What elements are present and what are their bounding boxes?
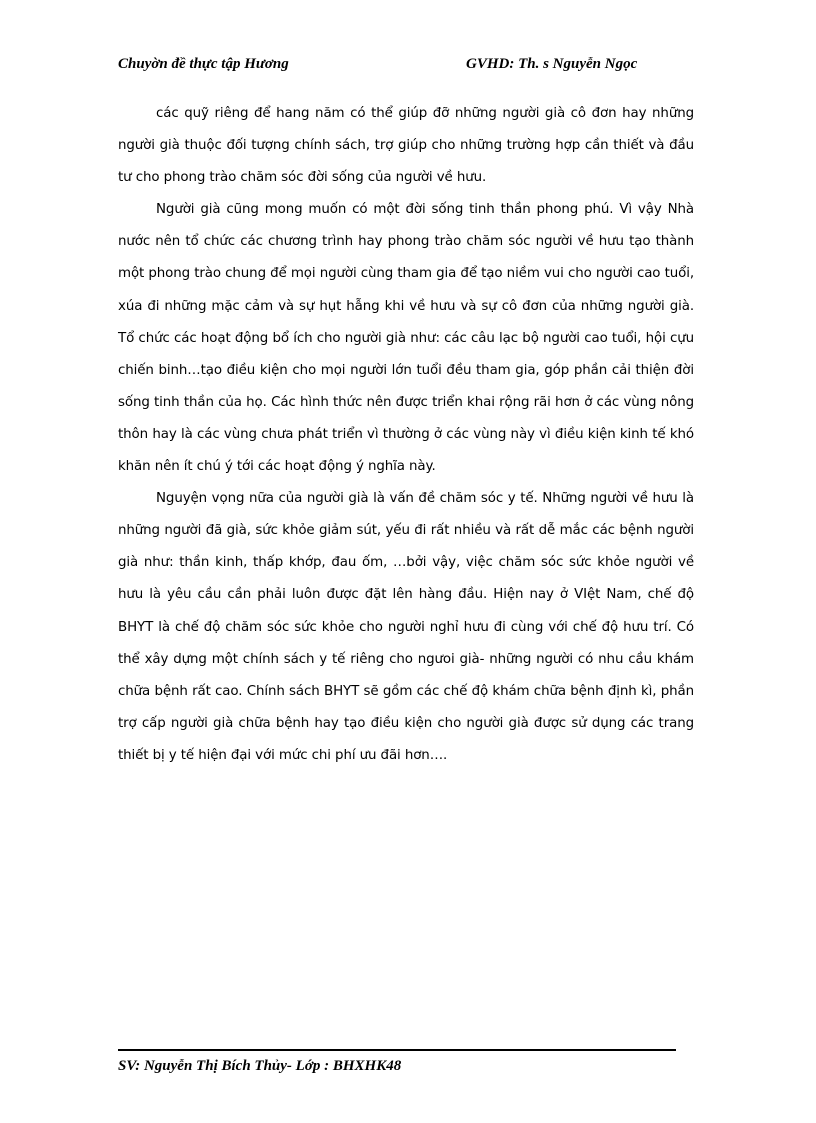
page-footer: SV: Nguyễn Thị Bích Thủy- Lớp : BHXHK48: [118, 1058, 402, 1074]
paragraph-3: Nguyện vọng nữa của người già là vấn đề chăm sóc y tế. Những người về hưu là những người đã già, sức khỏe giảm sút, yếu đi rất nhiều và rất dễ mắc các bệnh người già như: thần kinh, thấp khớp, đau ốm, …bởi vậy, việc chăm sóc sức khỏe người về hưu là yêu cầu cần phải luôn được đặt lên hàng đầu. Hiện nay ở VIệt Nam, chế độ BHYT là chế độ chăm sóc sức khỏe cho người nghỉ hưu đi cùng với chế độ hưu trí. Có thể xây dựng một chính sách y tế riêng cho ngưoi già- những người có nhu cầu khám chữa bệnh rất cao. Chính sách BHYT sẽ gồm các chế độ khám chữa bệnh định kì, phần trợ cấp người già chữa bệnh hay tạo điều kiện cho người già được sử dụng các trang thiết bị y tế hiện đại với mức chi phí ưu đãi hơn….: [118, 491, 694, 763]
header-course-title: Chuyờn đề thực tập Hương: [118, 56, 289, 72]
paragraph-2: Người già cũng mong muốn có một đời sống tinh thần phong phú. Vì vậy Nhà nước nên tổ chức các chương trình hay phong trào chăm sóc người về hưu tạo thành một phong trào chung để mọi người cùng tham gia để tạo niềm vui cho người cao tuổi, xúa đi những mặc cảm và sự hụt hẫng khi về hưu và sự cô đơn của những người già. Tổ chức các hoạt động bổ ích cho người già như: các câu lạc bộ người cao tuổi, hội cựu chiến binh…tạo điều kiện cho mọi người lớn tuổi đều tham gia, góp phần cải thiện đời sống tinh thần của họ. Các hình thức nên được triển khai rộng rãi hơn ở các vùng nông thôn hay là các vùng chưa phát triển vì thường ở các vùng này vì điều kiện kinh tế khó khăn nên ít chú ý tới các hoạt động ý nghĩa này.: [118, 202, 694, 475]
footer-divider: [118, 1049, 676, 1051]
document-body: [118, 98, 694, 772]
page-header: [118, 54, 678, 94]
paragraph-1: các quỹ riêng để hang năm có thể giúp đỡ những người già cô đơn hay những người già thuộc đối tượng chính sách, trợ giúp cho những trường hợp cần thiết và đầu tư cho phong trào chăm sóc đời sống của người về hưu.: [118, 106, 694, 186]
header-supervisor: GVHD: Th. s Nguyễn Ngọc: [466, 56, 638, 72]
